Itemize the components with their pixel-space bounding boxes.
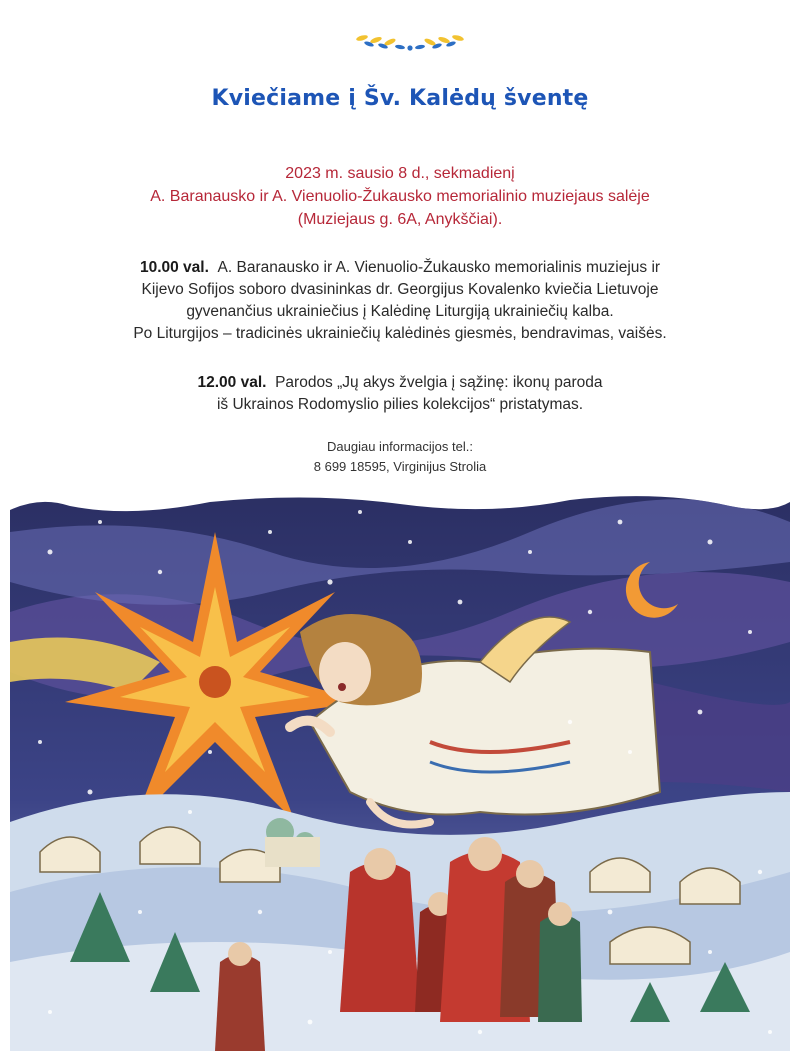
contact-info xyxy=(10,437,790,477)
program-item-1 xyxy=(10,257,790,345)
program-line: gyvenančius ukrainiečius į Kalėdinę Liturgiją ukrainiečių kalba. xyxy=(186,303,614,320)
event-venue: A. Baranausko ir A. Vienuolio-Žukausko memorialinio muziejaus salėje xyxy=(150,188,650,205)
program-line: A. Baranausko ir A. Vienuolio-Žukausko memorialinis muziejus ir xyxy=(217,259,661,276)
contact-label: Daugiau informacijos tel.: xyxy=(327,439,473,454)
christmas-illustration xyxy=(10,492,790,1051)
program-time: 10.00 val. xyxy=(139,259,209,276)
event-date: 2023 m. sausio 8 d., sekmadienį xyxy=(285,165,515,182)
program-line: iš Ukrainos Rodomyslio pilies kolekcijos“ pristatymas. xyxy=(216,396,584,413)
contact-phone: 8 699 18595, Virginijus Strolia xyxy=(313,459,487,474)
wheat-laurel-ornament-icon xyxy=(350,28,470,54)
event-address: (Muziejaus g. 6A, Anykščiai). xyxy=(297,211,503,228)
program-line: Kijevo Sofijos soboro dvasininkas dr. Georgijus Kovalenko kviečia Lietuvoje xyxy=(141,281,659,298)
program-time: 12.00 val. xyxy=(197,374,267,391)
event-details xyxy=(10,162,790,231)
program-line: Po Liturgijos – tradicinės ukrainiečių kalėdinės giesmės, bendravimas, vaišės. xyxy=(133,325,667,342)
program-item-2 xyxy=(10,372,790,416)
page-title: Kviečiame į Šv. Kalėdų šventę xyxy=(211,86,589,111)
program-line: Parodos „Jų akys žvelgia į sąžinę: ikonų paroda xyxy=(275,374,603,391)
